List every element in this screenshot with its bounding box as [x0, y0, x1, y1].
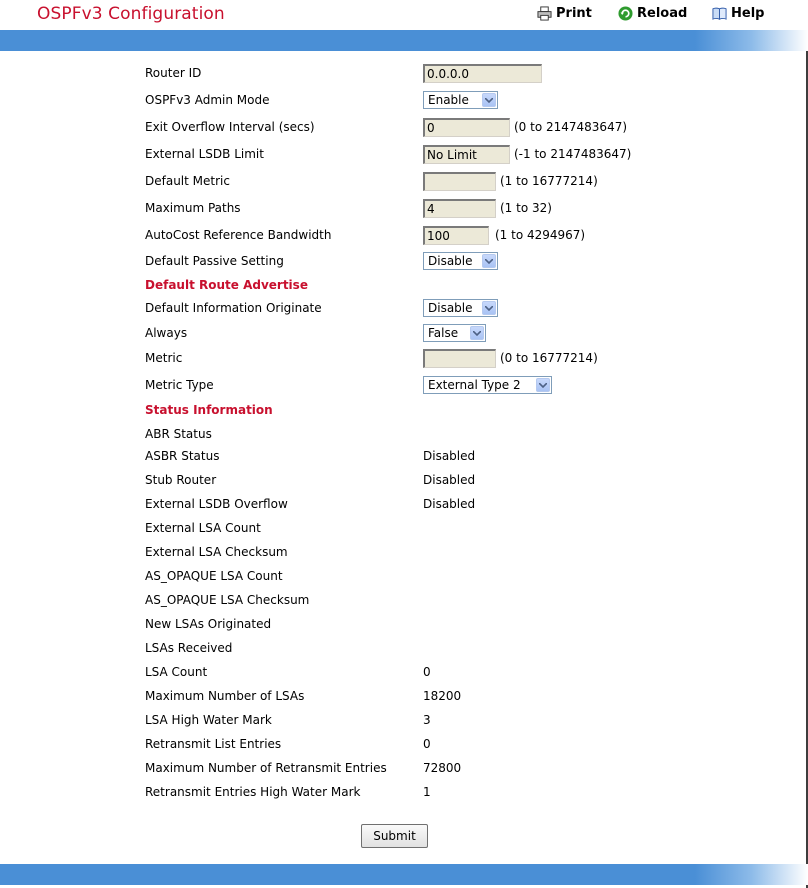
chevron-down-icon — [470, 326, 484, 340]
status-label: AS_OPAQUE LSA Checksum — [145, 593, 310, 607]
metric-input[interactable] — [423, 349, 496, 368]
reload-button[interactable] — [618, 6, 687, 21]
default-metric-input[interactable] — [423, 172, 496, 191]
max-paths-range: (1 to 32) — [500, 201, 552, 215]
status-label: LSAs Received — [145, 641, 233, 655]
status-heading: Status Information — [145, 403, 273, 417]
exit-overflow-input[interactable]: 0 — [423, 118, 510, 137]
chevron-down-icon — [536, 378, 550, 392]
status-row — [145, 639, 745, 659]
status-label: Maximum Number of Retransmit Entries — [145, 761, 387, 775]
router-id-label: Router ID — [145, 66, 202, 80]
router-id-input[interactable]: 0.0.0.0 — [423, 64, 542, 83]
status-label: Retransmit Entries High Water Mark — [145, 785, 361, 799]
status-value: 72800 — [423, 761, 462, 775]
info-originate-value: Disable — [428, 301, 473, 315]
status-value: 0 — [423, 665, 431, 679]
metric-type-value: External Type 2 — [428, 378, 521, 392]
chevron-down-icon — [482, 93, 496, 107]
ext-lsdb-limit-range: (-1 to 2147483647) — [514, 147, 632, 161]
print-button[interactable] — [537, 6, 592, 21]
status-row — [145, 783, 745, 803]
passive-value: Disable — [428, 254, 473, 268]
status-row — [145, 425, 745, 445]
max-paths-input[interactable]: 4 — [423, 199, 496, 218]
status-label: Stub Router — [145, 473, 217, 487]
admin-mode-value: Enable — [428, 93, 469, 107]
passive-select[interactable] — [423, 252, 498, 270]
max-paths-row — [145, 199, 745, 219]
status-label: LSA Count — [145, 665, 208, 679]
printer-icon — [537, 6, 552, 21]
status-label: External LSDB Overflow — [145, 497, 288, 511]
admin-mode-select[interactable] — [423, 91, 498, 109]
info-originate-label: Default Information Originate — [145, 301, 322, 315]
metric-type-label: Metric Type — [145, 378, 214, 392]
header — [0, 0, 808, 30]
header-bar — [0, 30, 808, 51]
admin-mode-label: OSPFv3 Admin Mode — [145, 93, 270, 107]
status-row — [145, 687, 745, 707]
info-originate-select[interactable] — [423, 299, 498, 317]
status-value: Disabled — [423, 473, 476, 487]
metric-type-row — [145, 376, 745, 396]
metric-row — [145, 349, 745, 369]
ext-lsdb-limit-label: External LSDB Limit — [145, 147, 264, 161]
reload-label: Reload — [637, 6, 688, 21]
status-value: Disabled — [423, 497, 476, 511]
metric-label: Metric — [145, 351, 183, 365]
metric-range: (0 to 16777214) — [500, 351, 598, 365]
status-label: AS_OPAQUE LSA Count — [145, 569, 283, 583]
status-value: Disabled — [423, 449, 476, 463]
status-label: External LSA Count — [145, 521, 261, 535]
autocost-label: AutoCost Reference Bandwidth — [145, 228, 332, 242]
default-metric-range: (1 to 16777214) — [500, 174, 598, 188]
status-row — [145, 567, 745, 587]
chevron-down-icon — [482, 301, 496, 315]
status-row — [145, 759, 745, 779]
status-label: External LSA Checksum — [145, 545, 288, 559]
ext-lsdb-limit-row — [145, 145, 745, 165]
status-label: ABR Status — [145, 427, 212, 441]
status-row — [145, 495, 745, 515]
status-value: 18200 — [423, 689, 462, 703]
always-label: Always — [145, 326, 188, 340]
status-row — [145, 615, 745, 635]
status-label: New LSAs Originated — [145, 617, 272, 631]
status-heading-row — [145, 401, 745, 421]
status-row — [145, 543, 745, 563]
exit-overflow-range: (0 to 2147483647) — [514, 120, 628, 134]
status-value: 1 — [423, 785, 431, 799]
route-advertise-heading: Default Route Advertise — [145, 278, 308, 292]
max-paths-label: Maximum Paths — [145, 201, 241, 215]
help-label: Help — [731, 6, 765, 21]
status-value: 0 — [423, 737, 431, 751]
default-metric-row — [145, 172, 745, 192]
autocost-range: (1 to 4294967) — [495, 228, 586, 242]
route-advertise-heading-row — [145, 276, 745, 296]
status-label: LSA High Water Mark — [145, 713, 272, 727]
passive-row — [145, 252, 745, 272]
print-label: Print — [556, 6, 592, 21]
help-button[interactable] — [712, 6, 764, 21]
reload-icon — [618, 6, 633, 21]
submit-button[interactable]: Submit — [361, 824, 428, 848]
status-row — [145, 519, 745, 539]
status-row — [145, 591, 745, 611]
autocost-row — [145, 226, 745, 246]
status-label: ASBR Status — [145, 449, 220, 463]
status-row — [145, 471, 745, 491]
status-row — [145, 447, 745, 467]
status-row — [145, 735, 745, 755]
status-value: 3 — [423, 713, 431, 727]
metric-type-select[interactable] — [423, 376, 552, 394]
always-select[interactable] — [423, 324, 486, 342]
autocost-input[interactable]: 100 — [423, 226, 489, 245]
info-originate-row — [145, 299, 745, 319]
status-label: Maximum Number of LSAs — [145, 689, 305, 703]
page-title: OSPFv3 Configuration — [37, 4, 225, 24]
router-id-row — [145, 64, 745, 84]
default-metric-label: Default Metric — [145, 174, 230, 188]
always-value: False — [428, 326, 459, 340]
help-book-icon — [712, 6, 727, 21]
exit-overflow-row — [145, 118, 745, 138]
always-row — [145, 324, 745, 344]
exit-overflow-label: Exit Overflow Interval (secs) — [145, 120, 315, 134]
status-label: Retransmit List Entries — [145, 737, 282, 751]
passive-label: Default Passive Setting — [145, 254, 284, 268]
status-row — [145, 711, 745, 731]
chevron-down-icon — [482, 254, 496, 268]
status-row — [145, 663, 745, 683]
admin-mode-row — [145, 91, 745, 111]
footer-bar — [0, 864, 808, 885]
ext-lsdb-limit-input[interactable]: No Limit — [423, 145, 510, 164]
